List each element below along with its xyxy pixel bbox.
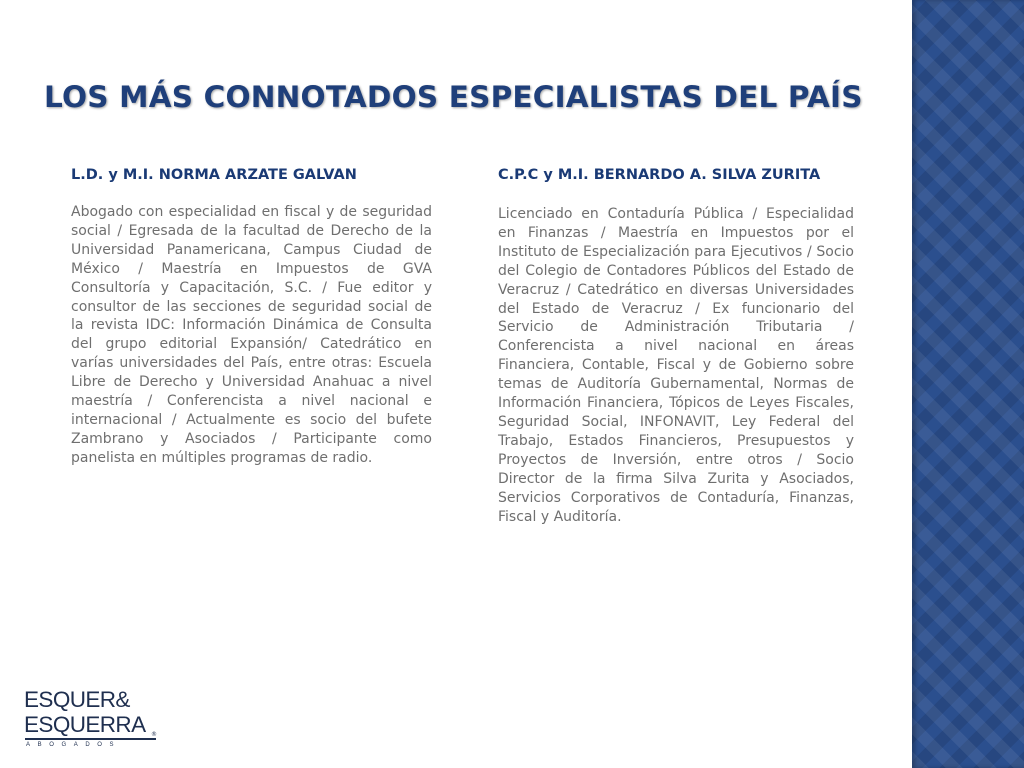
logo-line-2: ESQUERRA: [24, 712, 146, 737]
logo-line-1: [24, 687, 164, 712]
logo-word-esquer: ESQUER: [24, 687, 116, 712]
logo-ampersand: &: [115, 687, 130, 712]
specialist-left: [71, 166, 432, 468]
slide-title: LOS MÁS CONNOTADOS ESPECIALISTAS DEL PAÍS: [44, 80, 863, 114]
logo-subtitle: ABOGADOS: [26, 742, 122, 748]
specialist-name: C.P.C y M.I. BERNARDO A. SILVA ZURITA: [498, 167, 821, 183]
specialist-name: L.D. y M.I. NORMA ARZATE GALVAN: [71, 167, 357, 183]
logo-divider: [25, 738, 156, 740]
registered-mark: ®: [151, 731, 157, 738]
company-logo: [24, 687, 164, 753]
specialist-bio: Abogado con especialidad en fiscal y de seguridad social / Egresada de la facultad de Derecho de la Universidad Panamericana, Campus Ciudad de México / Maestría en Impuestos de GVA Consultoría y Capacitación, S.C. / Fue editor y consultor de las secciones de seguridad social de la revista IDC: Información Dinámica de Consulta del grupo editorial Expansión/ Catedrático en varías universidades del País, entre otras: Escuela Libre de Derecho y Universidad Anahuac a nivel maestría / Conferencista a nivel nacional e internacional / Actualmente es socio del bufete Zambrano y Asociados / Participante como panelista en múltiples programas de radio.: [71, 204, 432, 466]
specialist-right: [498, 166, 854, 526]
decorative-side-panel: [912, 0, 1024, 768]
specialist-bio: Licenciado en Contaduría Pública / Especialidad en Finanzas / Maestría en Impuestos por el Instituto de Especialización para Ejecutivos / Socio del Colegio de Contadores Públicos del Estado de Veracruz / Catedrático en diversas Universidades del Estado de Veracruz / Ex funcionario del Servicio de Administración Tributaria / Conferencista a nivel nacional en áreas Financiera, Contable, Fiscal y de Gobierno sobre temas de Auditoría Gubernamental, Normas de Información Financiera, Tópicos de Leyes Fiscales, Seguridad Social, INFONAVIT, Ley Federal del Trabajo, Estados Financieros, Presupuestos y Proyectos de Inversión, entre otros / Socio Director de la firma Silva Zurita y Asociados, Servicios Corporativos de Contaduría, Finanzas, Fiscal y Auditoría.: [498, 206, 854, 525]
